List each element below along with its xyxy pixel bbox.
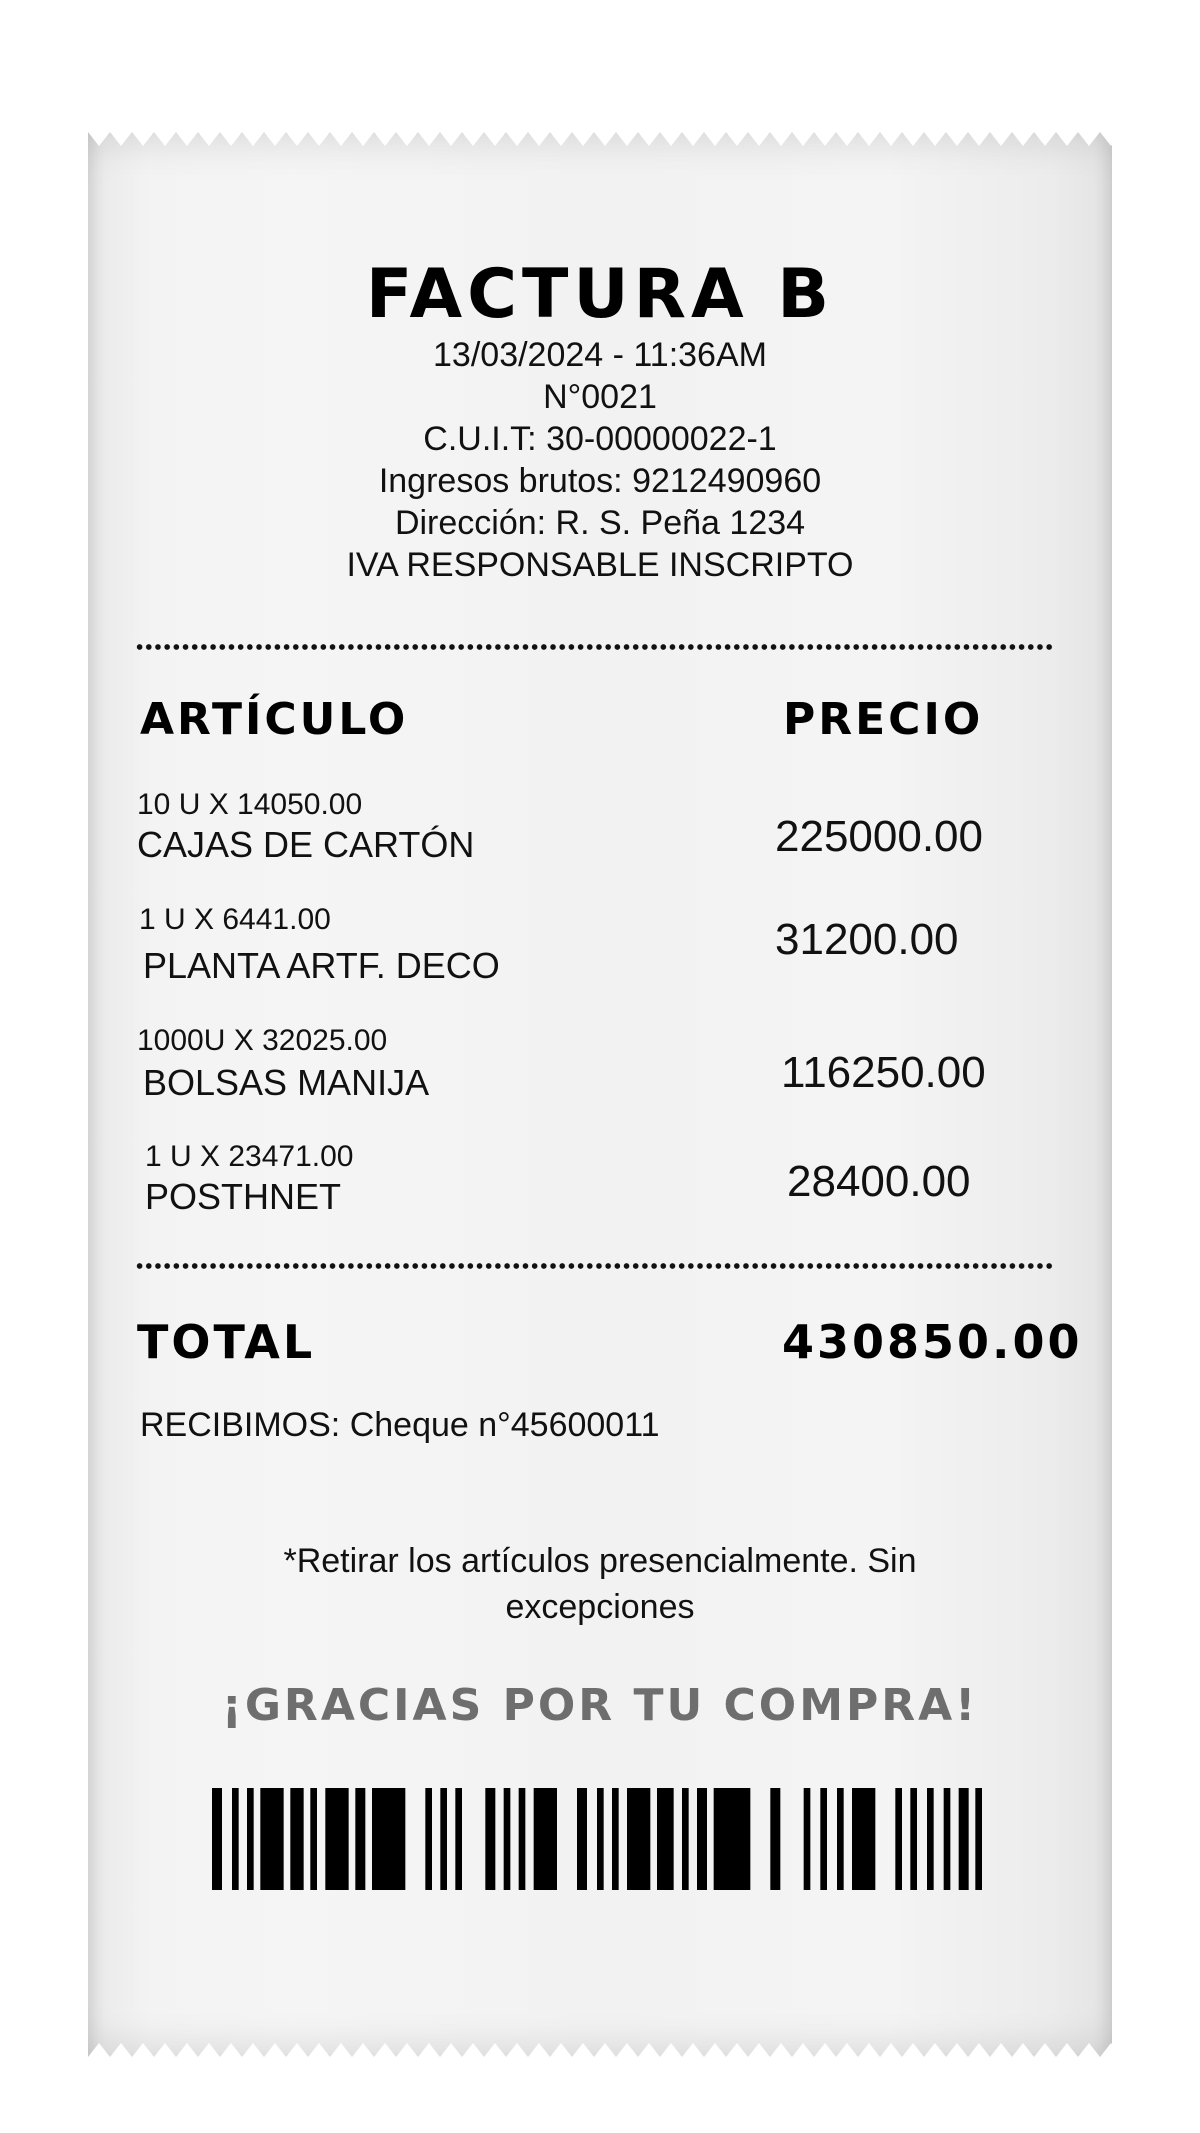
barcode-bar <box>959 1788 969 1890</box>
total-label: TOTAL <box>137 1315 316 1369</box>
item-price: 31200.00 <box>775 915 959 964</box>
invoice-title: FACTURA B <box>365 255 835 334</box>
barcode-bar <box>534 1788 557 1890</box>
pickup-note <box>0 1538 1200 1630</box>
dotted-divider-bottom <box>135 1262 1055 1270</box>
dotted-divider-top <box>135 643 1055 651</box>
item-qty: 1 U X 6441.00 <box>139 903 331 936</box>
barcode-bar <box>597 1788 604 1890</box>
barcode-bar <box>455 1788 462 1890</box>
barcode-bar <box>910 1788 917 1890</box>
barcode-bar <box>770 1788 780 1890</box>
barcode-bar <box>440 1788 447 1890</box>
barcode-bar <box>372 1788 405 1890</box>
pickup-note-line-2: excepciones <box>505 1588 695 1626</box>
barcode-bar <box>927 1788 934 1890</box>
barcode-bar <box>519 1788 526 1890</box>
barcode-bar <box>310 1788 317 1890</box>
item-price: 116250.00 <box>781 1048 986 1097</box>
barcode-bar <box>657 1788 674 1890</box>
item-price: 225000.00 <box>775 812 983 861</box>
barcode-bar <box>247 1788 254 1890</box>
invoice-cuit: C.U.I.T: 30-00000022-1 <box>423 420 777 458</box>
barcode-bar <box>260 1788 283 1890</box>
item-name: PLANTA ARTF. DECO <box>143 945 500 986</box>
barcode-bar <box>485 1788 495 1890</box>
zigzag-top-shape <box>88 132 1112 148</box>
payment-received: RECIBIMOS: Cheque n°45600011 <box>140 1406 660 1444</box>
barcode-bar <box>325 1788 348 1890</box>
barcode-bar <box>852 1788 875 1890</box>
receipt-top-edge <box>88 132 1112 148</box>
zigzag-bottom-shape <box>88 2041 1112 2057</box>
barcode-bar <box>232 1788 239 1890</box>
barcode-bar <box>355 1788 365 1890</box>
barcode-bar <box>804 1788 811 1890</box>
barcode-bar <box>627 1788 650 1890</box>
invoice-tax-status: IVA RESPONSABLE INSCRIPTO <box>346 546 854 584</box>
barcode <box>212 1788 982 1890</box>
column-header-price: PRECIO <box>783 694 984 745</box>
barcode-bar <box>425 1788 432 1890</box>
invoice-header-info <box>0 334 1200 586</box>
barcode-bar <box>612 1788 619 1890</box>
item-price: 28400.00 <box>787 1157 971 1206</box>
barcode-bar <box>212 1788 222 1890</box>
barcode-bar <box>895 1788 902 1890</box>
pickup-note-line-1: *Retirar los artículos presencialmente. Sin <box>283 1542 917 1580</box>
invoice-number: N°0021 <box>543 378 657 416</box>
item-name: POSTHNET <box>145 1176 342 1217</box>
barcode-bar <box>577 1788 587 1890</box>
invoice-address: Dirección: R. S. Peña 1234 <box>394 504 806 542</box>
barcode-bar <box>290 1788 303 1890</box>
thank-you-message: ¡GRACIAS POR TU COMPRA! <box>221 1680 979 1731</box>
barcode-bar <box>504 1788 511 1890</box>
barcode-bar <box>820 1788 827 1890</box>
item-name: CAJAS DE CARTÓN <box>137 824 475 865</box>
item-name: BOLSAS MANIJA <box>143 1062 430 1103</box>
invoice-datetime: 13/03/2024 - 11:36AM <box>433 336 767 374</box>
item-qty: 1000U X 32025.00 <box>137 1024 388 1057</box>
column-header-item: ARTÍCULO <box>140 694 409 745</box>
total-value: 430850.00 <box>782 1315 1083 1369</box>
item-qty: 1 U X 23471.00 <box>145 1140 354 1173</box>
barcode-bar <box>975 1788 982 1890</box>
barcode-bar <box>837 1788 844 1890</box>
barcode-bar <box>714 1788 751 1890</box>
barcode-bar <box>944 1788 951 1890</box>
receipt-bottom-edge <box>88 2041 1112 2057</box>
item-qty: 10 U X 14050.00 <box>137 788 363 821</box>
barcode-bar <box>697 1788 707 1890</box>
barcode-bar <box>682 1788 689 1890</box>
invoice-gross-income: Ingresos brutos: 9212490960 <box>378 462 822 500</box>
